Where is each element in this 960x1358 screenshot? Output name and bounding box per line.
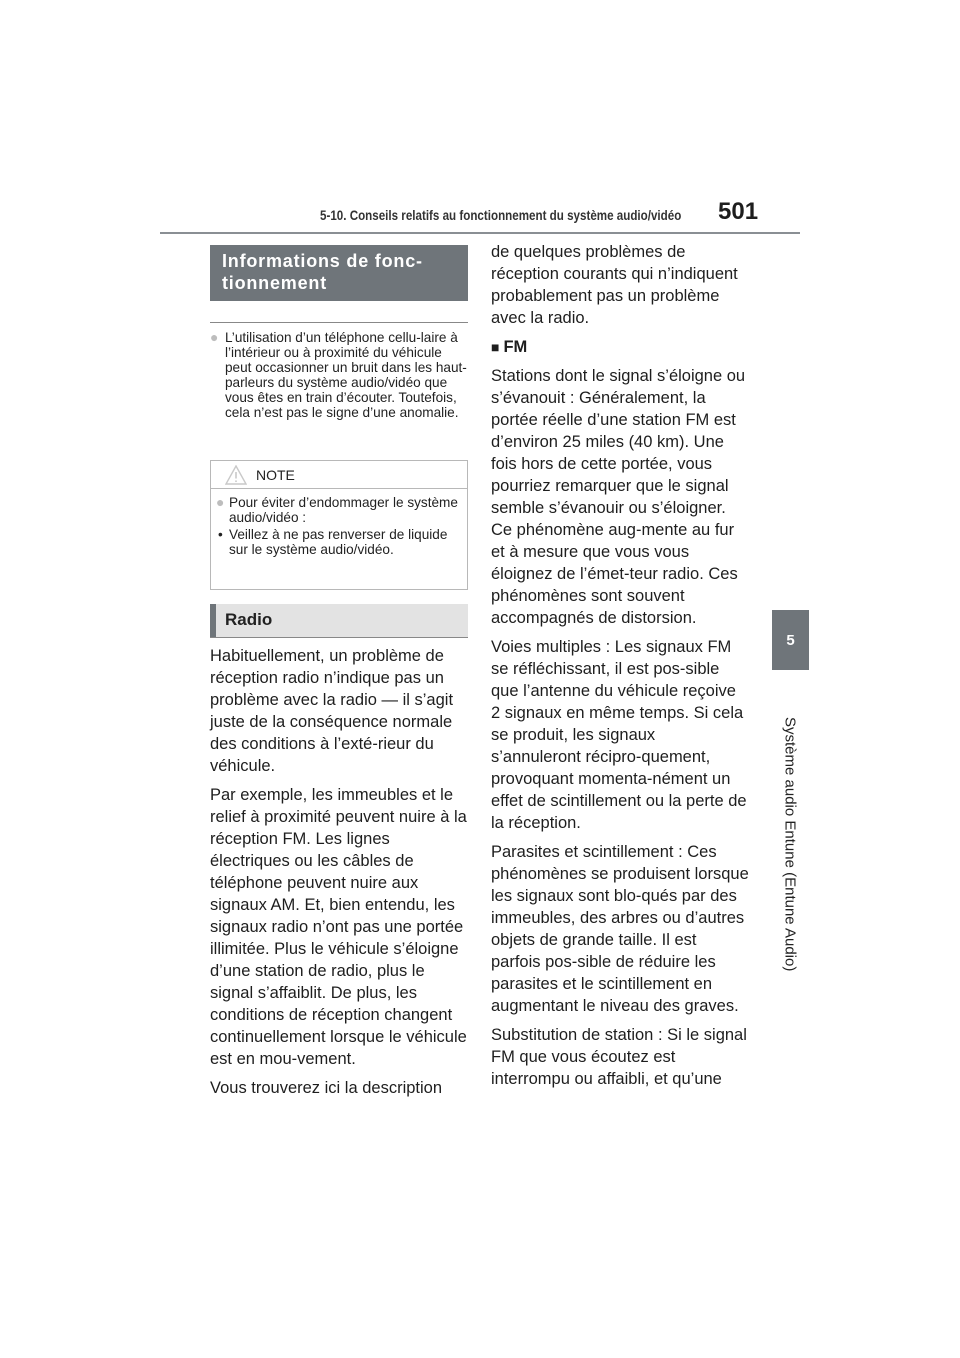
bullet-icon: ● xyxy=(216,494,225,510)
banner-rule xyxy=(210,322,468,323)
note-bullet xyxy=(216,495,464,525)
paragraph: Par exemple, les immeubles et le relief à proximité peuvent nuire à la réception FM. Les lignes électriques ou les câbles de téléphone peuvent nuire aux signaux AM. Et, bien entendu, les signaux radio n’ont pas une portée illimitée. Plus le véhicule s’éloigne d’une station de radio, plus le signal s’affaiblit. De plus, les conditions de réception changent continuellement lorsque le véhicule est en mou-vement. xyxy=(210,786,467,1068)
paragraph: de quelques problèmes de réception courants qui n’indiquent probablement pas un problème avec la radio. xyxy=(491,243,738,327)
sub-bullet-mark: • xyxy=(218,527,223,542)
square-bullet-icon: ■ xyxy=(491,339,500,355)
note-sub-item xyxy=(216,527,464,557)
right-column xyxy=(491,241,749,1097)
note-bullet-text: Pour éviter d’endommager le système audio/vidéo : xyxy=(229,495,458,525)
warning-triangle-icon xyxy=(225,465,247,485)
chapter-side-label xyxy=(760,684,820,1004)
radio-heading-label: Radio xyxy=(225,610,273,629)
paragraph: Substitution de station : Si le signal FM que vous écoutez est interrompu ou affaibli, et qu’une xyxy=(491,1026,747,1088)
paragraph: Vous trouverez ici la description xyxy=(210,1079,443,1097)
chapter-number: 5 xyxy=(786,631,795,649)
chapter-label: Système audio Entune (Entune Audio) xyxy=(781,716,799,972)
note-title: NOTE xyxy=(256,467,295,483)
chapter-tab xyxy=(772,610,809,670)
note-header xyxy=(211,461,467,489)
paragraph: Stations dont le signal s’éloigne ou s’évanouit : Généralement, la portée réelle d’une station FM est d’environ 25 miles (40 km). Une fois hors de cette portée, vous pourriez remarquer que le signal semble s’évanouir ou s’éloigner. Ce phénomène aug-mente au fur et à mesure que vous vous éloignez de l’émet-teur radio. Ces phénomènes sont souvent accompagnés de distorsion. xyxy=(491,367,746,627)
page-number: 501 xyxy=(718,198,759,225)
banner-line-1: Informations de fonc- xyxy=(222,251,423,271)
fm-subheading xyxy=(491,336,749,358)
intro-bullet xyxy=(210,330,468,420)
intro-bullet-text: L’utilisation d’un téléphone cellu-laire à l’intérieur ou à proximité du véhicule peut occasionner un bruit dans les haut-parleurs du système audio/vidéo que vous êtes en train d’écouter. Toutefois, cela n’est pas le signe d’une anomalie. xyxy=(225,330,467,420)
section-title: 5-10. Conseils relatifs au fonctionnement du système audio/vidéo xyxy=(320,208,682,223)
paragraph: Habituellement, un problème de réception radio n’indique pas un problème avec la radio — il s’agit juste de la conséquence normale des conditions à l’exté-rieur du véhicule. xyxy=(210,647,454,775)
left-column xyxy=(210,645,468,1106)
paragraph: Parasites et scintillement : Ces phénomènes se produisent lorsque les signaux sont blo-qués par des immeubles, des arbres ou d’autres objets de grande taille. Il est parfois pos-sible de réduire les parasites et le scintillement en augmentant le niveau des graves. xyxy=(491,843,749,1015)
paragraph: Voies multiples : Les signaux FM se réfléchissant, il est pos-sible que l’antenne du véhicule reçoive 2 signaux en même temps. Si cela se produit, les signaux s’annuleront récipro-quement, provoquant momenta-nément un effet de scintillement ou la perte de la réception. xyxy=(491,638,747,832)
banner-line-2: tionnement xyxy=(222,273,327,293)
radio-heading xyxy=(210,604,468,638)
info-banner xyxy=(210,245,468,301)
heading-bar xyxy=(210,604,216,637)
note-sub-text: Veillez à ne pas renverser de liquide sur le système audio/vidéo. xyxy=(229,527,448,557)
bullet-icon: ● xyxy=(210,329,219,345)
fm-subheading-label: FM xyxy=(503,338,528,356)
header-rule xyxy=(160,232,800,234)
note-box xyxy=(210,460,468,590)
